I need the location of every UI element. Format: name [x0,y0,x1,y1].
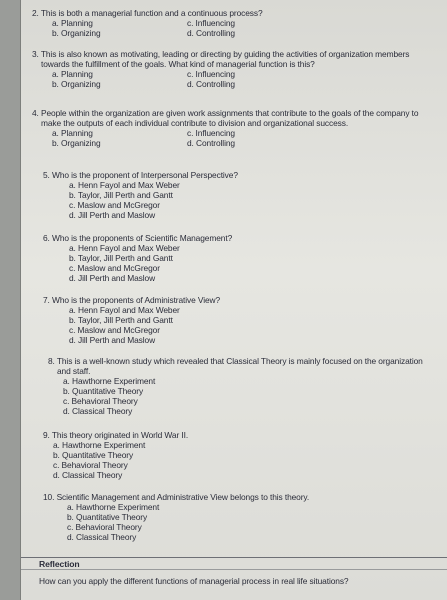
option-a[interactable]: a. Henn Fayol and Max Weber [69,305,180,315]
option-d[interactable]: d. Jill Perth and Maslow [69,273,156,283]
worksheet-page [20,0,447,600]
question-text: 10. Scientific Management and Administrative View belongs to this theory. [43,492,310,502]
question-3 [27,49,431,89]
options-grid [27,128,431,148]
reflection-divider [21,569,447,570]
question-text: 4. People within the organization are given work assignments that contribute to the goals of the company to make the outputs of each individual contribute to division and organizational success. [32,108,419,128]
option-d[interactable]: d. Jill Perth and Maslow [69,335,156,345]
question-6 [43,233,433,283]
option-c[interactable]: c. Behavioral Theory [53,460,128,470]
question-8 [43,356,438,416]
reflection-title: Reflection [39,559,80,569]
options-list [43,502,438,542]
options-list [43,440,433,480]
question-10 [43,492,438,542]
option-b[interactable]: b. Taylor, Jill Perth and Gantt [69,190,173,200]
option-a[interactable]: a. Planning [52,69,93,79]
option-d[interactable]: d. Classical Theory [63,406,133,416]
question-text: 6. Who is the proponents of Scientific Management? [43,233,233,243]
options-list [43,305,433,345]
option-d[interactable]: d. Classical Theory [53,470,123,480]
question-5 [43,170,433,220]
question-7 [43,295,433,345]
option-c[interactable]: c. Influencing [187,18,235,28]
question-text: 7. Who is the proponents of Administrative View? [43,295,221,305]
option-a[interactable]: a. Henn Fayol and Max Weber [69,243,180,253]
option-b[interactable]: b. Quantitative Theory [67,512,148,522]
option-c[interactable]: c. Behavioral Theory [63,396,138,406]
options-list [43,243,433,283]
options-grid [27,69,431,89]
question-text: 5. Who is the proponent of Interpersonal Perspective? [43,170,238,180]
option-b[interactable]: b. Quantitative Theory [63,386,144,396]
question-text: 8. This is a well-known study which revealed that Classical Theory is mainly focused on the organization and staff. [48,356,423,376]
option-a[interactable]: a. Hawthorne Experiment [53,440,146,450]
question-4 [27,108,431,148]
option-c[interactable]: c. Behavioral Theory [67,522,142,532]
question-9 [43,430,433,480]
option-b[interactable]: b. Quantitative Theory [53,450,134,460]
option-d[interactable]: d. Classical Theory [67,532,137,542]
option-a[interactable]: a. Hawthorne Experiment [63,376,156,386]
option-c[interactable]: c. Maslow and McGregor [69,200,160,210]
option-b[interactable]: b. Taylor, Jill Perth and Gantt [69,253,173,263]
option-b[interactable]: b. Organizing [52,28,101,38]
options-list [43,180,433,220]
question-text: 3. This is also known as motivating, leading or directing by guiding the activities of organization members towards the fulfillment of the goals. What kind of managerial function is this? [32,49,410,69]
option-a[interactable]: a. Planning [52,18,93,28]
section-divider [21,557,447,558]
option-c[interactable]: c. Maslow and McGregor [69,325,160,335]
option-a[interactable]: a. Hawthorne Experiment [67,502,160,512]
option-d[interactable]: d. Controlling [187,28,235,38]
option-d[interactable]: d. Controlling [187,79,235,89]
option-b[interactable]: b. Organizing [52,79,101,89]
option-a[interactable]: a. Planning [52,128,93,138]
option-c[interactable]: c. Maslow and McGregor [69,263,160,273]
option-c[interactable]: c. Influencing [187,128,235,138]
option-b[interactable]: b. Organizing [52,138,101,148]
option-b[interactable]: b. Taylor, Jill Perth and Gantt [69,315,173,325]
option-a[interactable]: a. Henn Fayol and Max Weber [69,180,180,190]
option-d[interactable]: d. Jill Perth and Maslow [69,210,156,220]
option-c[interactable]: c. Influencing [187,69,235,79]
options-list [43,376,438,416]
option-d[interactable]: d. Controlling [187,138,235,148]
question-text: 2. This is both a managerial function and a continuous process? [32,8,263,18]
options-grid [27,18,437,38]
question-text: 9. This theory originated in World War II. [43,430,189,440]
reflection-question: How can you apply the different functions of managerial process in real life situations? [39,576,349,586]
question-2 [27,8,437,38]
